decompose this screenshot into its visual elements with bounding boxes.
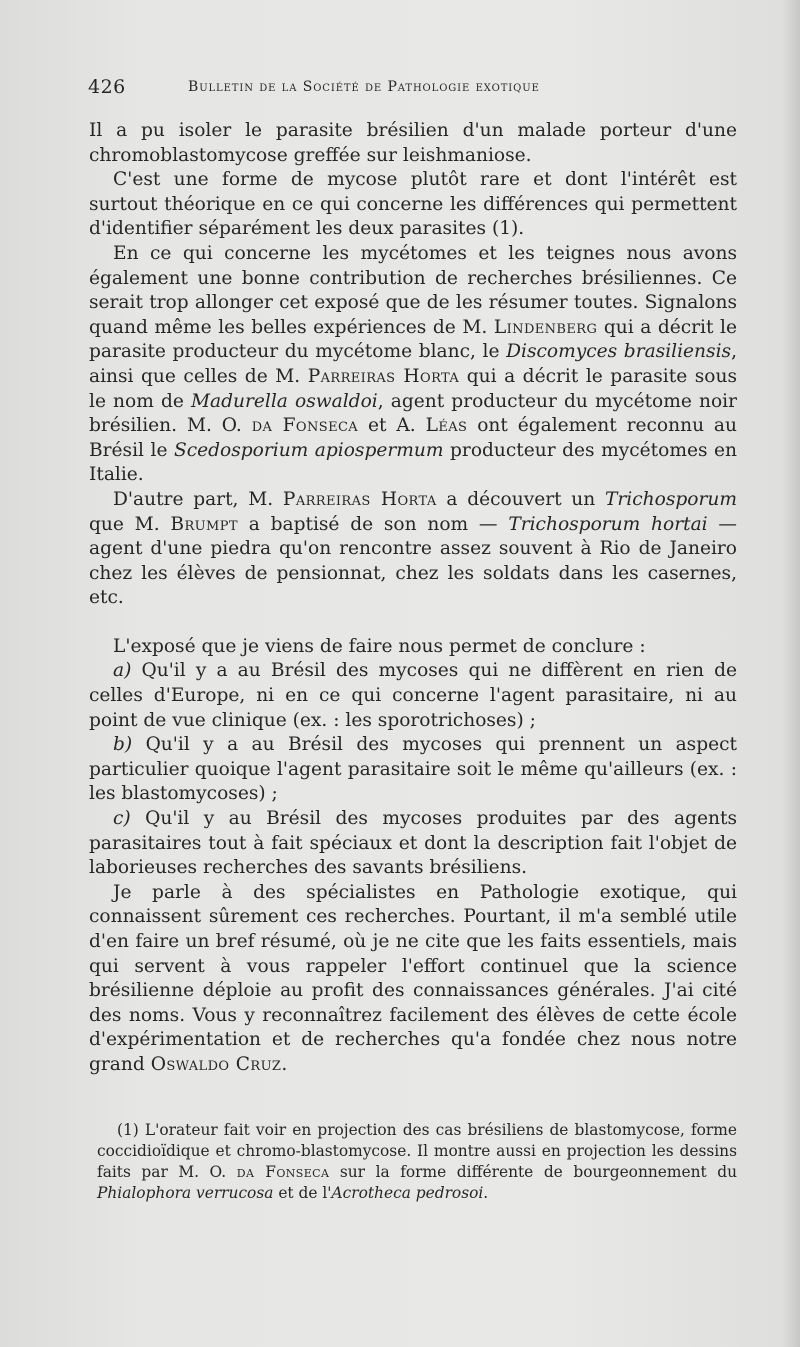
conclusion-a: a) Qu'il y a au Brésil des mycoses qui ne diffèrent en rien de celles d'Europe, ni en ce qui concerne l'agent parasitaire, ni au point de vue clinique (ex. : les sporotrichoses) ;: [89, 660, 737, 731]
author-name: Parreiras Horta: [307, 365, 460, 387]
item-label: c): [113, 808, 131, 830]
running-title: Bulletin de la Société de Pathologie exotique: [188, 79, 540, 95]
author-name: da Fonseca: [236, 1163, 330, 1181]
page-header: [88, 76, 728, 102]
author-name: Lindenberg: [493, 316, 598, 338]
footnote: [97, 1120, 737, 1204]
conclusion-b: b) Qu'il y a au Brésil des mycoses qui prennent un aspect particulier quoique l'agent parasitaire soit le même qu'ailleurs (ex. : les blastomycoses) ;: [89, 734, 737, 805]
paragraph-1: Il a pu isoler le parasite brésilien d'un malade porteur d'une chromoblastomycose greffée sur leishmaniose.: [89, 120, 737, 166]
conclusion-c: c) Qu'il y au Brésil des mycoses produites par des agents parasitaires tout à fait spéciaux et dont la description fait l'objet de laborieuses recherches des savants brésiliens.: [89, 808, 737, 879]
species-name: Phialophora verrucosa: [97, 1184, 274, 1202]
species-name: Trichosporum: [605, 488, 737, 510]
species-name: Scedosporium apiospermum: [173, 439, 444, 461]
paragraph-2: C'est une forme de mycose plutôt rare et dont l'intérêt est surtout théorique en ce qui concerne les différences qui permettent d'identifier séparément les deux parasites (1).: [89, 169, 737, 240]
author-name: Léas: [425, 415, 468, 437]
species-name: Trichosporum hortai: [508, 513, 708, 535]
species-name: Discomyces brasiliensis: [506, 341, 732, 363]
author-name: Oswaldo Cruz: [150, 1053, 282, 1075]
author-name: Brumpt: [170, 513, 238, 535]
body-text: [89, 119, 737, 1078]
author-name: da Fonseca: [251, 415, 359, 437]
footnote-1: (1) L'orateur fait voir en projection des cas brésiliens de blastomycose, forme coccidioïdique et chromo-blastomycose. Il montre aussi en projection les dessins faits par M. O. da Fonseca sur la forme différente de bourgeonnement du Phialophora verrucosa et de l'Acrotheca pedrosoi.: [97, 1121, 737, 1202]
item-label: a): [113, 660, 132, 682]
item-label: b): [113, 734, 133, 756]
paragraph-9: Je parle à des spécialistes en Pathologie exotique, qui connaissent sûrement ces recherches. Pourtant, il m'a semblé utile d'en faire un bref résumé, où je ne cite que les faits essentiels, mais qui servent à vous rappeler l'effort continuel que la science brésilienne déploie au profit des connaissances générales. J'ai cité des noms. Vous y reconnaîtrez facilement des élèves de cette école d'expérimentation et de recherches qu'a fondée chez nous notre grand Oswaldo Cruz.: [89, 881, 737, 1075]
species-name: Acrotheca pedrosoi: [331, 1184, 484, 1202]
paragraph-4: D'autre part, M. Parreiras Horta a découvert un Trichosporum que M. Brumpt a baptisé de son nom — Trichosporum hortai — agent d'une piedra qu'on rencontre assez souvent à Rio de Janeiro chez les élèves de pensionnat, chez les soldats dans les casernes, etc.: [89, 488, 737, 609]
species-name: Madurella oswaldoi: [191, 390, 378, 412]
author-name: Parreiras Horta: [282, 488, 437, 510]
page-number: 426: [88, 76, 126, 98]
paragraph-5: L'exposé que je viens de faire nous permet de conclure :: [113, 635, 646, 657]
paragraph-3: En ce qui concerne les mycétomes et les teignes nous avons également une bonne contribution de recherches brésiliennes. Ce serait trop allonger cet exposé que de les résumer toutes. Signalons quand même les belles expériences de M. Lindenberg qui a décrit le parasite producteur du mycétome blanc, le Discomyces brasiliensis, ainsi que celles de M. Parreiras Horta qui a décrit le parasite sous le nom de Madurella oswaldoi, agent producteur du mycétome noir brésilien. M. O. da Fonseca et A. Léas ont également reconnu au Brésil le Scedosporium apiospermum producteur des mycétomes en Italie.: [89, 242, 737, 486]
page-edge-shadow: [782, 0, 800, 1347]
